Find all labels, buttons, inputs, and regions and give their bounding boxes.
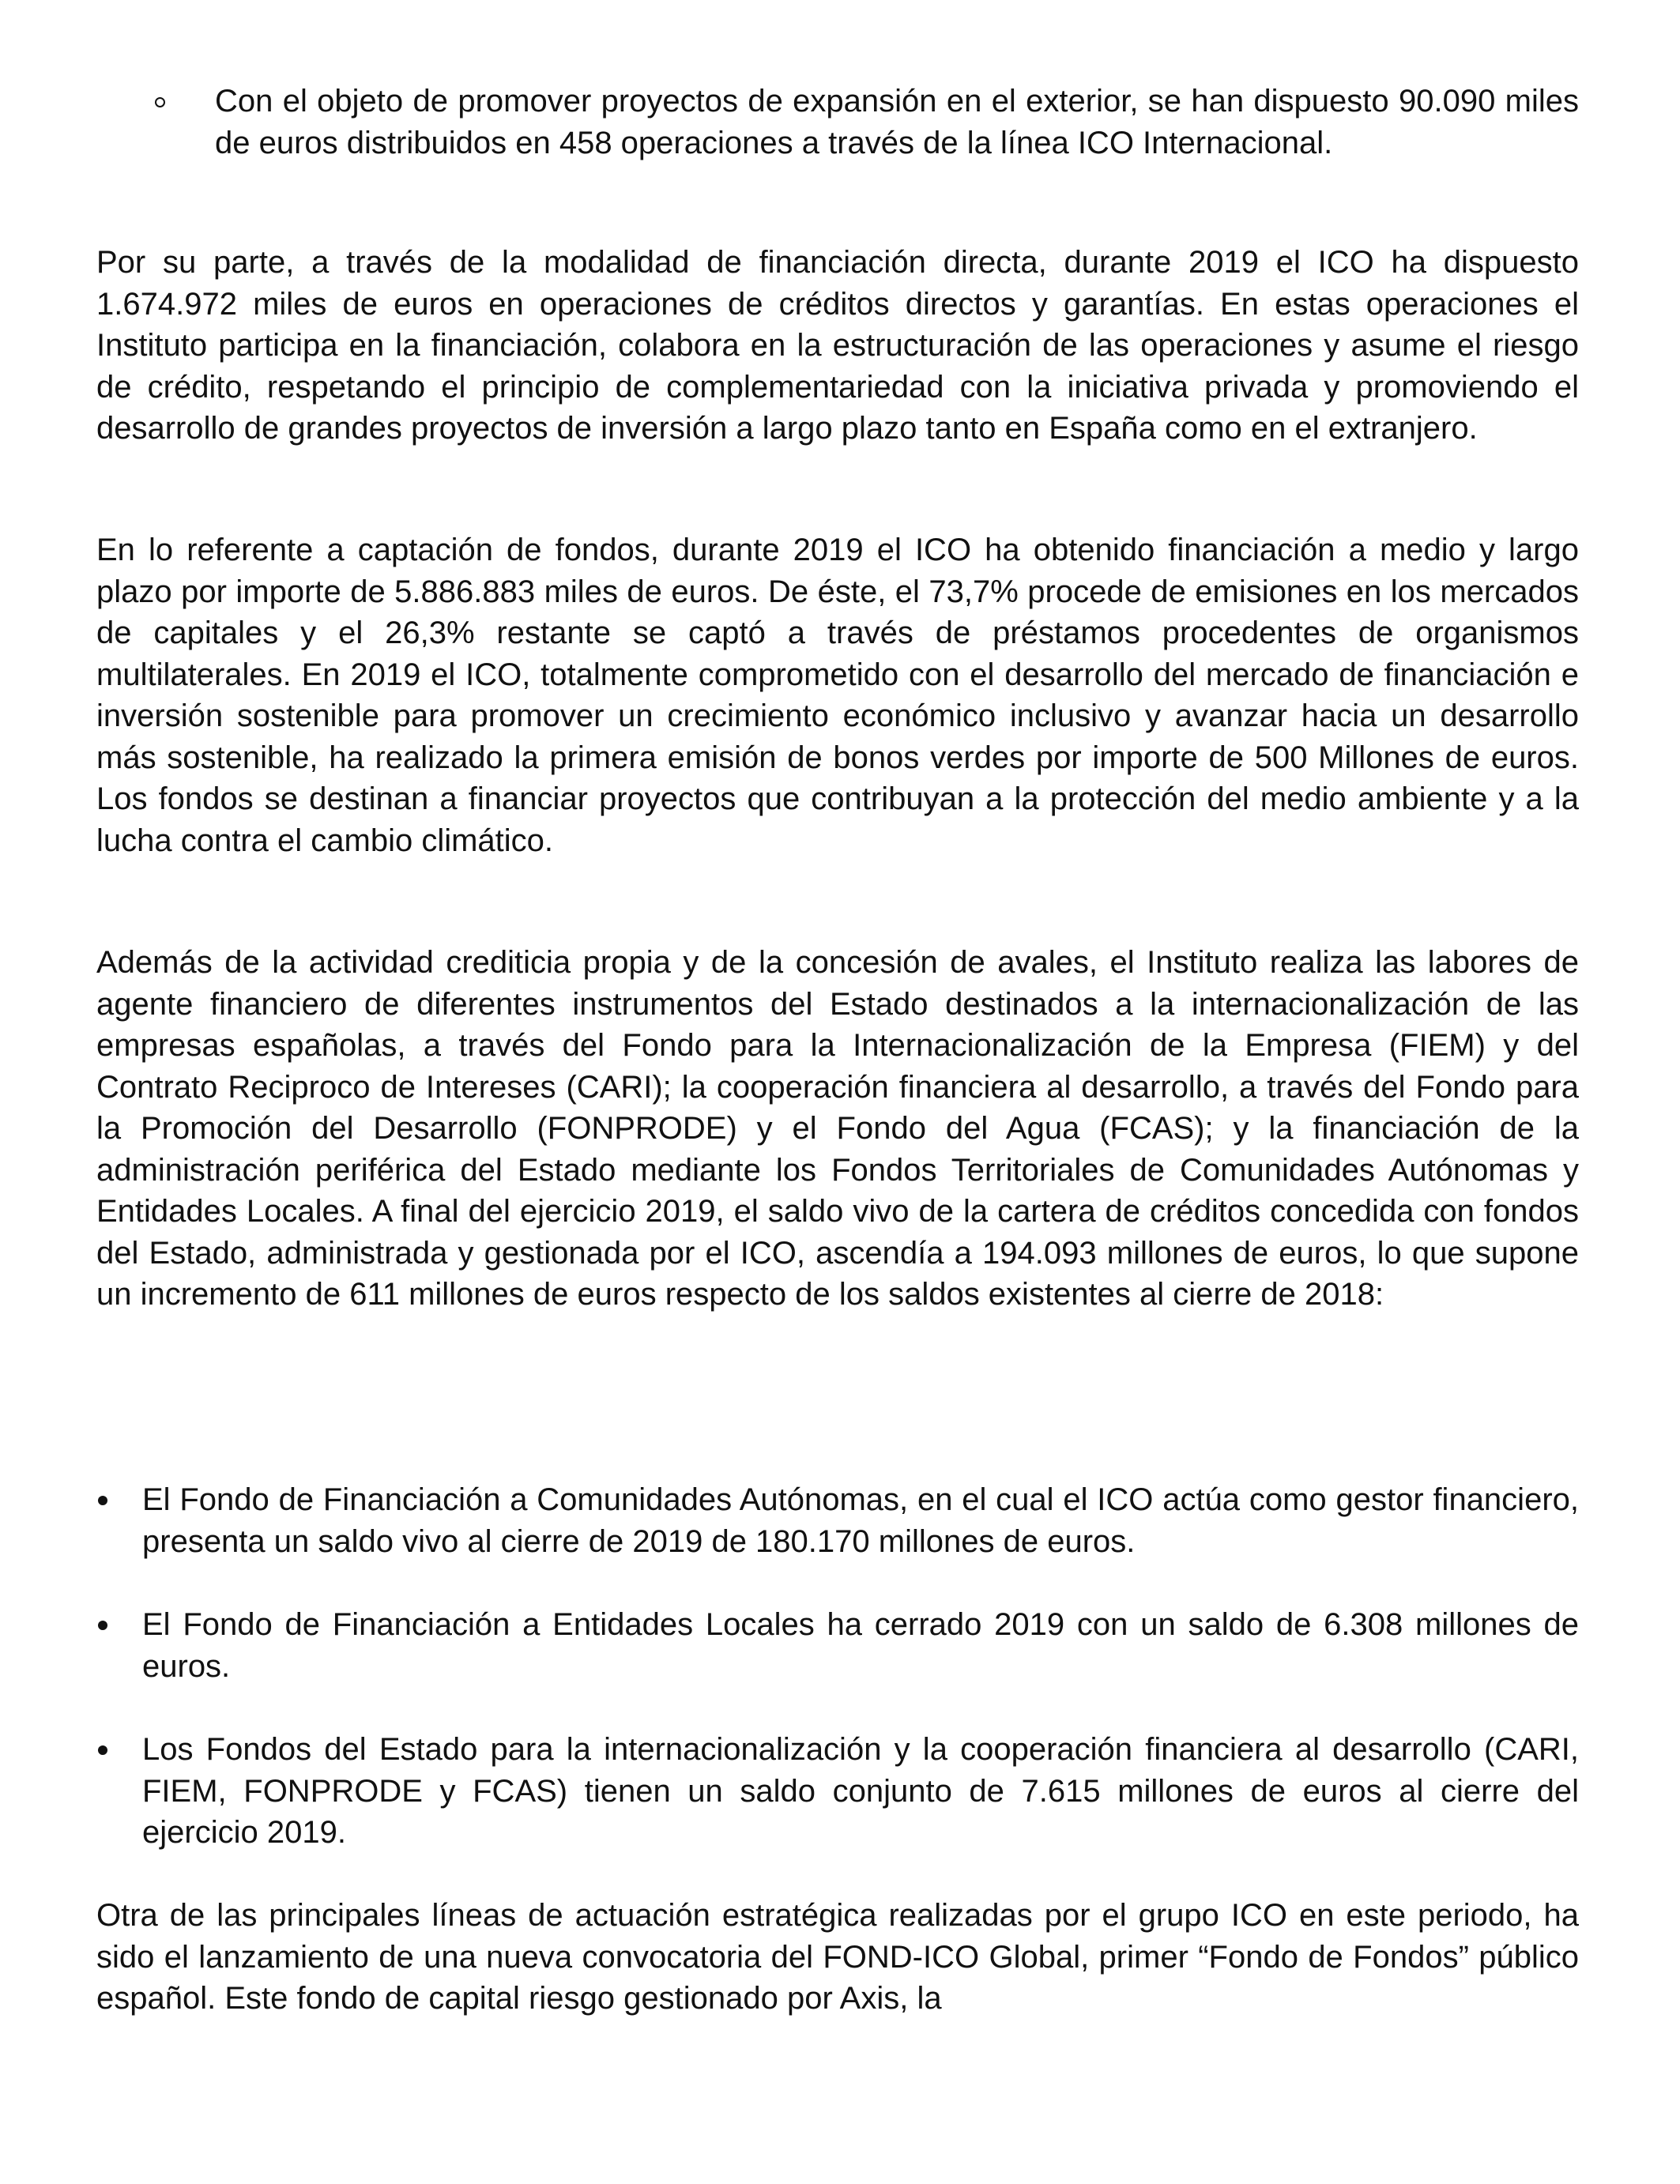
bullet-text: Los Fondos del Estado para la internacionalización y la cooperación financiera al desarrollo (CARI, FIEM, FONPRODE y FCAS) tienen un saldo conjunto de 7.615 millones de euros al cierre del ejercicio 2019. xyxy=(142,1732,1579,1850)
sub-bullet-item xyxy=(155,81,1579,164)
bullet-item xyxy=(96,1729,1579,1854)
paragraph-fond-ico: Otra de las principales líneas de actuación estratégica realizadas por el grupo ICO en este periodo, ha sido el lanzamiento de una nueva convocatoria del FOND-ICO Global, primer “Fondo de Fondos” público español. Este fondo de capital riesgo gestionado por Axis, la xyxy=(96,1898,1579,2016)
bullet-dot-icon xyxy=(98,1621,107,1630)
bullet-text: El Fondo de Financiación a Entidades Locales ha cerrado 2019 con un saldo de 6.308 millones de euros. xyxy=(142,1607,1579,1684)
bullet-dot-icon xyxy=(98,1496,107,1505)
paragraph-agente-financiero: Además de la actividad crediticia propia y de la concesión de avales, el Instituto realiza las labores de agente financiero de diferentes instrumentos del Estado destinados a la internacionalización de las empresas españolas, a través del Fondo para la Internacionalización de la Empresa (FIEM) y del Contrato Reciproco de Intereses (CARI); la cooperación financiera al desarrollo, a través del Fondo para la Promoción del Desarrollo (FONPRODE) y el Fondo del Agua (FCAS); y la financiación de la administración periférica del Estado mediante los Fondos Territoriales de Comunidades Autónomas y Entidades Locales. A final del ejercicio 2019, el saldo vivo de la cartera de créditos concedida con fondos del Estado, administrada y gestionada por el ICO, ascendía a 194.093 millones de euros, lo que supone un incremento de 611 millones de euros respecto de los saldos existentes al cierre de 2018: xyxy=(96,945,1579,1312)
bullet-item xyxy=(96,1604,1579,1687)
bullet-dot-icon xyxy=(98,1745,107,1755)
circle-bullet-icon xyxy=(155,97,165,107)
paragraph-financiacion-directa: Por su parte, a través de la modalidad de financiación directa, durante 2019 el ICO ha dispuesto 1.674.972 miles de euros en operaciones de créditos directos y garantías. En estas operaciones el Instituto participa en la financiación, colabora en la estructuración de las operaciones y asume el riesgo de crédito, respetando el principio de complementariedad con la iniciativa privada y promoviendo el desarrollo de grandes proyectos de inversión a largo plazo tanto en España como en el extranjero. xyxy=(96,245,1579,446)
paragraph-captacion-fondos: En lo referente a captación de fondos, durante 2019 el ICO ha obtenido financiación a medio y largo plazo por importe de 5.886.883 miles de euros. De éste, el 73,7% procede de emisiones en los mercados de capitales y el 26,3% restante se captó a través de préstamos procedentes de organismos multilaterales. En 2019 el ICO, totalmente comprometido con el desarrollo del mercado de financiación e inversión sostenible para promover un crecimiento económico inclusivo y avanzar hacia un desarrollo más sostenible, ha realizado la primera emisión de bonos verdes por importe de 500 Millones de euros. Los fondos se destinan a financiar proyectos que contribuyan a la protección del medio ambiente y a la lucha contra el cambio climático. xyxy=(96,533,1579,858)
bullet-item xyxy=(96,1479,1579,1562)
sub-bullet-text: Con el objeto de promover proyectos de expansión en el exterior, se han dispuesto 90.090 miles de euros distribuidos en 458 operaciones a través de la línea ICO Internacional. xyxy=(215,84,1579,160)
bullet-text: El Fondo de Financiación a Comunidades Autónomas, en el cual el ICO actúa como gestor financiero, presenta un saldo vivo al cierre de 2019 de 180.170 millones de euros. xyxy=(142,1482,1579,1559)
